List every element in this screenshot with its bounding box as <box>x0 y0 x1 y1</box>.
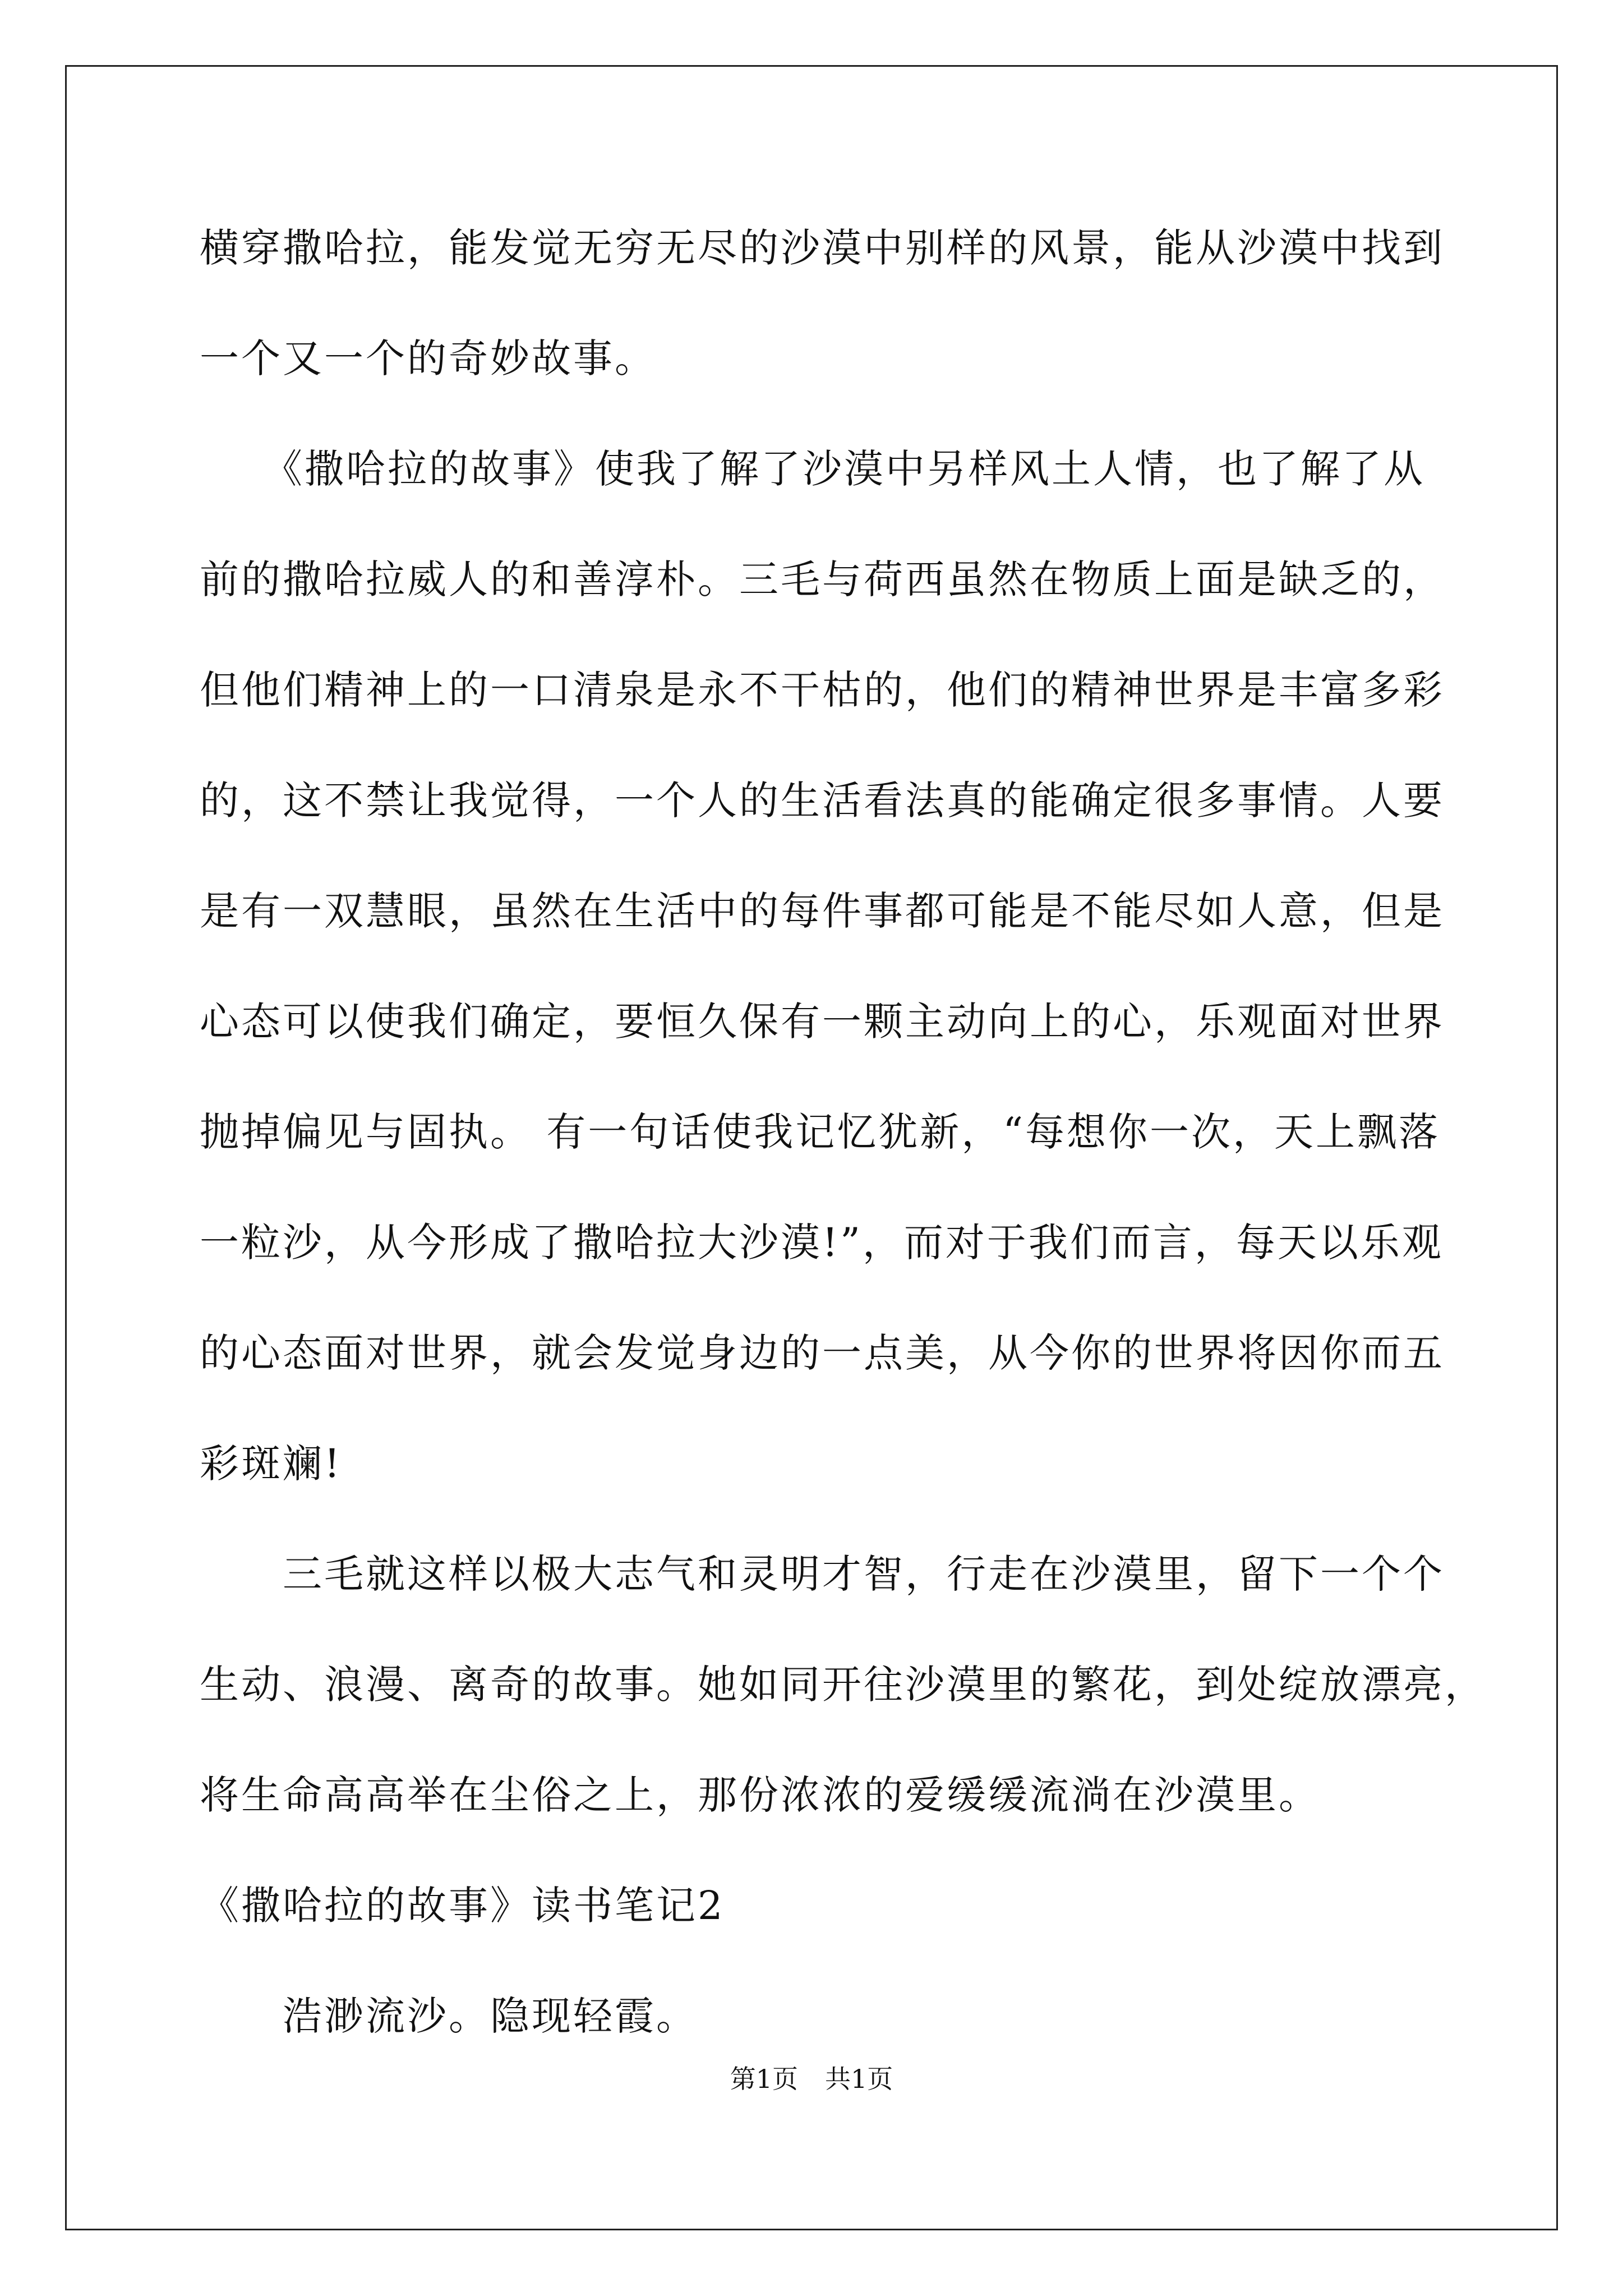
body-text-line: 一粒沙，从今形成了撒哈拉大沙漠!”，而对于我们而言，每天以乐观 <box>200 1220 1444 1266</box>
body-text-line: 是有一双慧眼，虽然在生活中的每件事都可能是不能尽如人意，但是 <box>200 888 1445 934</box>
body-text-line: 三毛就这样以极大志气和灵明才智，行走在沙漠里，留下一个个 <box>200 1551 1445 1597</box>
body-text-line: 将生命高高举在尘俗之上，那份浓浓的爱缓缓流淌在沙漠里。 <box>200 1772 1320 1818</box>
page-number: 第1页 <box>730 2064 798 2094</box>
body-text-line: 但他们精神上的一口清泉是永不干枯的，他们的精神世界是丰富多彩 <box>200 667 1445 713</box>
body-text-line: 横穿撒哈拉，能发觉无穷无尽的沙漠中别样的风景，能从沙漠中找到 <box>200 225 1445 271</box>
page-footer <box>0 2063 1623 2095</box>
section-heading: 《撒哈拉的故事》读书笔记2 <box>200 1883 725 1929</box>
body-text-line: 心态可以使我们确定，要恒久保有一颗主动向上的心，乐观面对世界 <box>200 999 1445 1045</box>
body-text-line: 的，这不禁让我觉得，一个人的生活看法真的能确定很多事情。人要 <box>200 777 1445 823</box>
body-text-line: 浩渺流沙。隐现轻霞。 <box>200 1993 698 2039</box>
page-total: 共1页 <box>825 2064 893 2094</box>
body-text-line: 《撒哈拉的故事》使我了解了沙漠中另样风土人情，也了解了从 <box>200 446 1425 492</box>
body-text-line: 一个又一个的奇妙故事。 <box>200 335 656 381</box>
body-text-line: 前的撒哈拉威人的和善淳朴。三毛与荷西虽然在物质上面是缺乏的， <box>200 556 1445 602</box>
body-text-line: 彩斑斓! <box>200 1441 343 1487</box>
body-text-line: 生动、浪漫、离奇的故事。她如同开往沙漠里的繁花，到处绽放漂亮， <box>200 1662 1486 1708</box>
body-text-line: 抛掉偏见与固执。 有一句话使我记忆犹新，“每想你一次，天上飘落 <box>200 1109 1441 1155</box>
body-text-line: 的心态面对世界，就会发觉身边的一点美，从今你的世界将因你而五 <box>200 1330 1445 1376</box>
